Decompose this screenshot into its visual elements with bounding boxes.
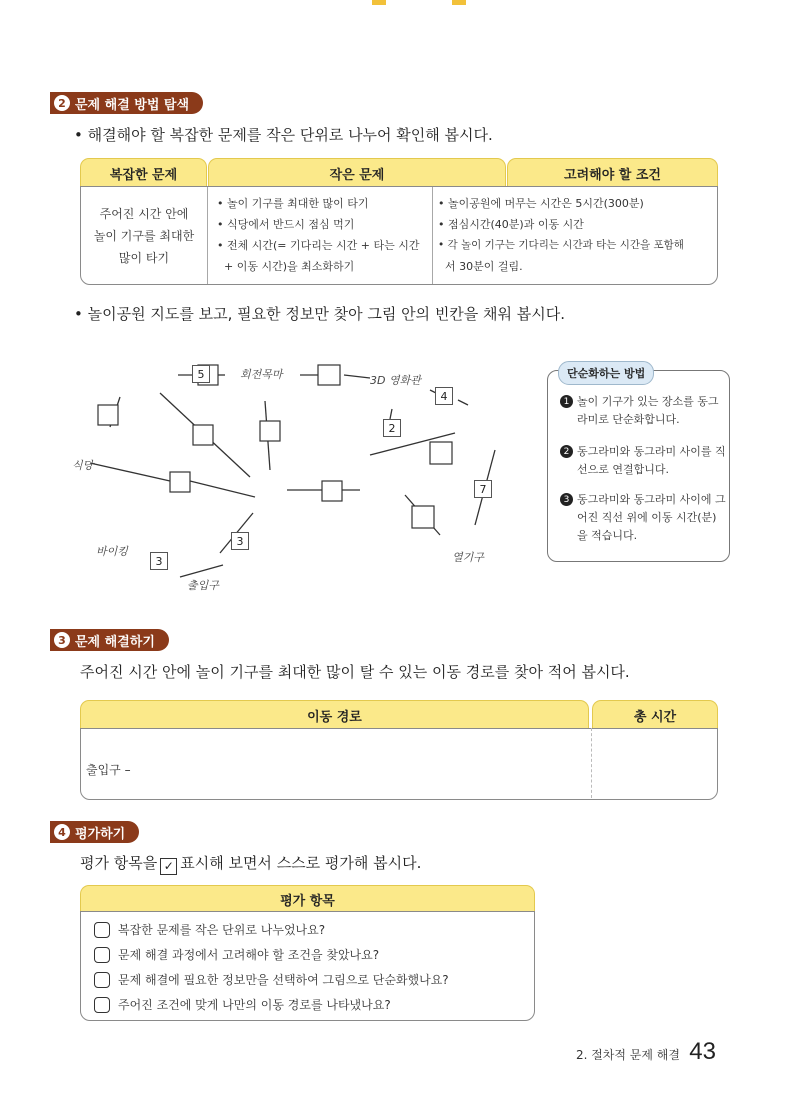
problem-table <box>80 158 718 285</box>
section-title: 평가하기 <box>75 826 126 842</box>
top-decoration <box>452 0 466 5</box>
table-header: 복잡한 문제 <box>80 158 207 187</box>
small-problem-cell: • 놀이 기구를 최대한 많이 타기 • 식당에서 반드시 점심 먹기 • 전체 시간(= 기다리는 시간 + 타는 시간 + 이동 시간)을 최소화하기 <box>217 197 420 273</box>
section-3-tag <box>50 629 169 651</box>
table-header: 고려해야 할 조건 <box>507 158 718 187</box>
section-2-tag <box>50 92 203 114</box>
simplify-method-box <box>547 367 730 562</box>
total-time-header: 총 시간 <box>592 700 718 729</box>
travel-time-label: 7 <box>474 480 492 498</box>
instruction-text: 주어진 시간 안에 놀이 기구를 최대한 많이 탈 수 있는 이동 경로를 찾아 적어 봅시다. <box>80 663 630 681</box>
checkbox[interactable] <box>94 972 110 988</box>
section-title: 문제 해결 방법 탐색 <box>75 97 190 113</box>
travel-time-label: 5 <box>192 365 210 383</box>
map-label-hot-air-balloon: 열기구 <box>452 551 484 564</box>
evaluation-item[interactable]: 문제 해결에 필요한 정보만을 선택하여 그림으로 단순화했나요? <box>94 971 449 988</box>
chapter-title: 2. 절차적 문제 해결 <box>575 1048 680 1062</box>
instruction-text: • 해결해야 할 복잡한 문제를 작은 단위로 나누어 확인해 봅시다. <box>74 126 493 144</box>
simplify-title: 단순화하는 방법 <box>558 361 654 385</box>
instruction-text: • 놀이공원 지도를 보고, 필요한 정보만 찾아 그림 안의 빈칸을 채워 봅시다. <box>74 305 566 323</box>
simplify-step: 2 동그라미와 동그라미 사이를 직선으로 연결합니다. <box>560 443 726 479</box>
map-label-entrance: 출입구 <box>187 579 219 592</box>
evaluation-table <box>80 885 535 1021</box>
simplify-step: 1 놀이 기구가 있는 장소를 동그라미로 단순화합니다. <box>560 393 726 429</box>
evaluation-item[interactable]: 복잡한 문제를 작은 단위로 나누었나요? <box>94 921 325 938</box>
table-body <box>80 186 718 285</box>
complex-problem-cell: 주어진 시간 안에 놀이 기구를 최대한 많이 타기 <box>93 207 195 265</box>
section-4-tag <box>50 821 139 843</box>
section-number: 4 <box>54 824 70 840</box>
conditions-cell: • 놀이공원에 머무는 시간은 5시간(300분) • 점심시간(40분)과 이동 시간 • 각 놀이 기구는 기다리는 시간과 타는 시간을 포함해 서 30분이 걸림. <box>438 197 684 273</box>
travel-time-label: 3 <box>231 532 249 550</box>
instruction-text: 평가 항목을 ✓ 표시해 보면서 스스로 평가해 봅시다. <box>80 854 422 873</box>
table-header: 작은 문제 <box>208 158 506 187</box>
map-label-viking: 바이킹 <box>96 545 128 558</box>
travel-time-label: 2 <box>383 419 401 437</box>
travel-time-label: 4 <box>435 387 453 405</box>
map-label-merry-go-round: 회전목마 <box>240 368 283 381</box>
section-number: 3 <box>54 632 70 648</box>
page-number: 43 <box>689 1038 716 1065</box>
evaluation-item[interactable]: 문제 해결 과정에서 고려해야 할 조건을 찾았나요? <box>94 946 379 963</box>
amusement-park-map <box>60 345 530 600</box>
map-label-3d-cinema: 3D 영화관 <box>370 374 421 387</box>
map-label-restaurant: 식당 <box>72 459 94 472</box>
route-table <box>80 700 718 800</box>
route-input[interactable]: 출입구 – <box>86 763 131 777</box>
top-decoration <box>372 0 386 5</box>
simplify-step: 3 동그라미와 동그라미 사이에 그어진 직선 위에 이동 시간(분)을 적습니다. <box>560 491 726 545</box>
route-header: 이동 경로 <box>80 700 589 729</box>
section-number: 2 <box>54 95 70 111</box>
checkbox[interactable] <box>94 997 110 1013</box>
checkbox[interactable] <box>94 922 110 938</box>
travel-time-label: 3 <box>150 552 168 570</box>
route-body <box>80 728 718 800</box>
checkbox[interactable] <box>94 947 110 963</box>
evaluation-header: 평가 항목 <box>80 885 535 912</box>
section-title: 문제 해결하기 <box>75 634 155 650</box>
checkmark-icon: ✓ <box>160 858 177 875</box>
evaluation-item[interactable]: 주어진 조건에 맞게 나만의 이동 경로를 나타냈나요? <box>94 996 391 1013</box>
